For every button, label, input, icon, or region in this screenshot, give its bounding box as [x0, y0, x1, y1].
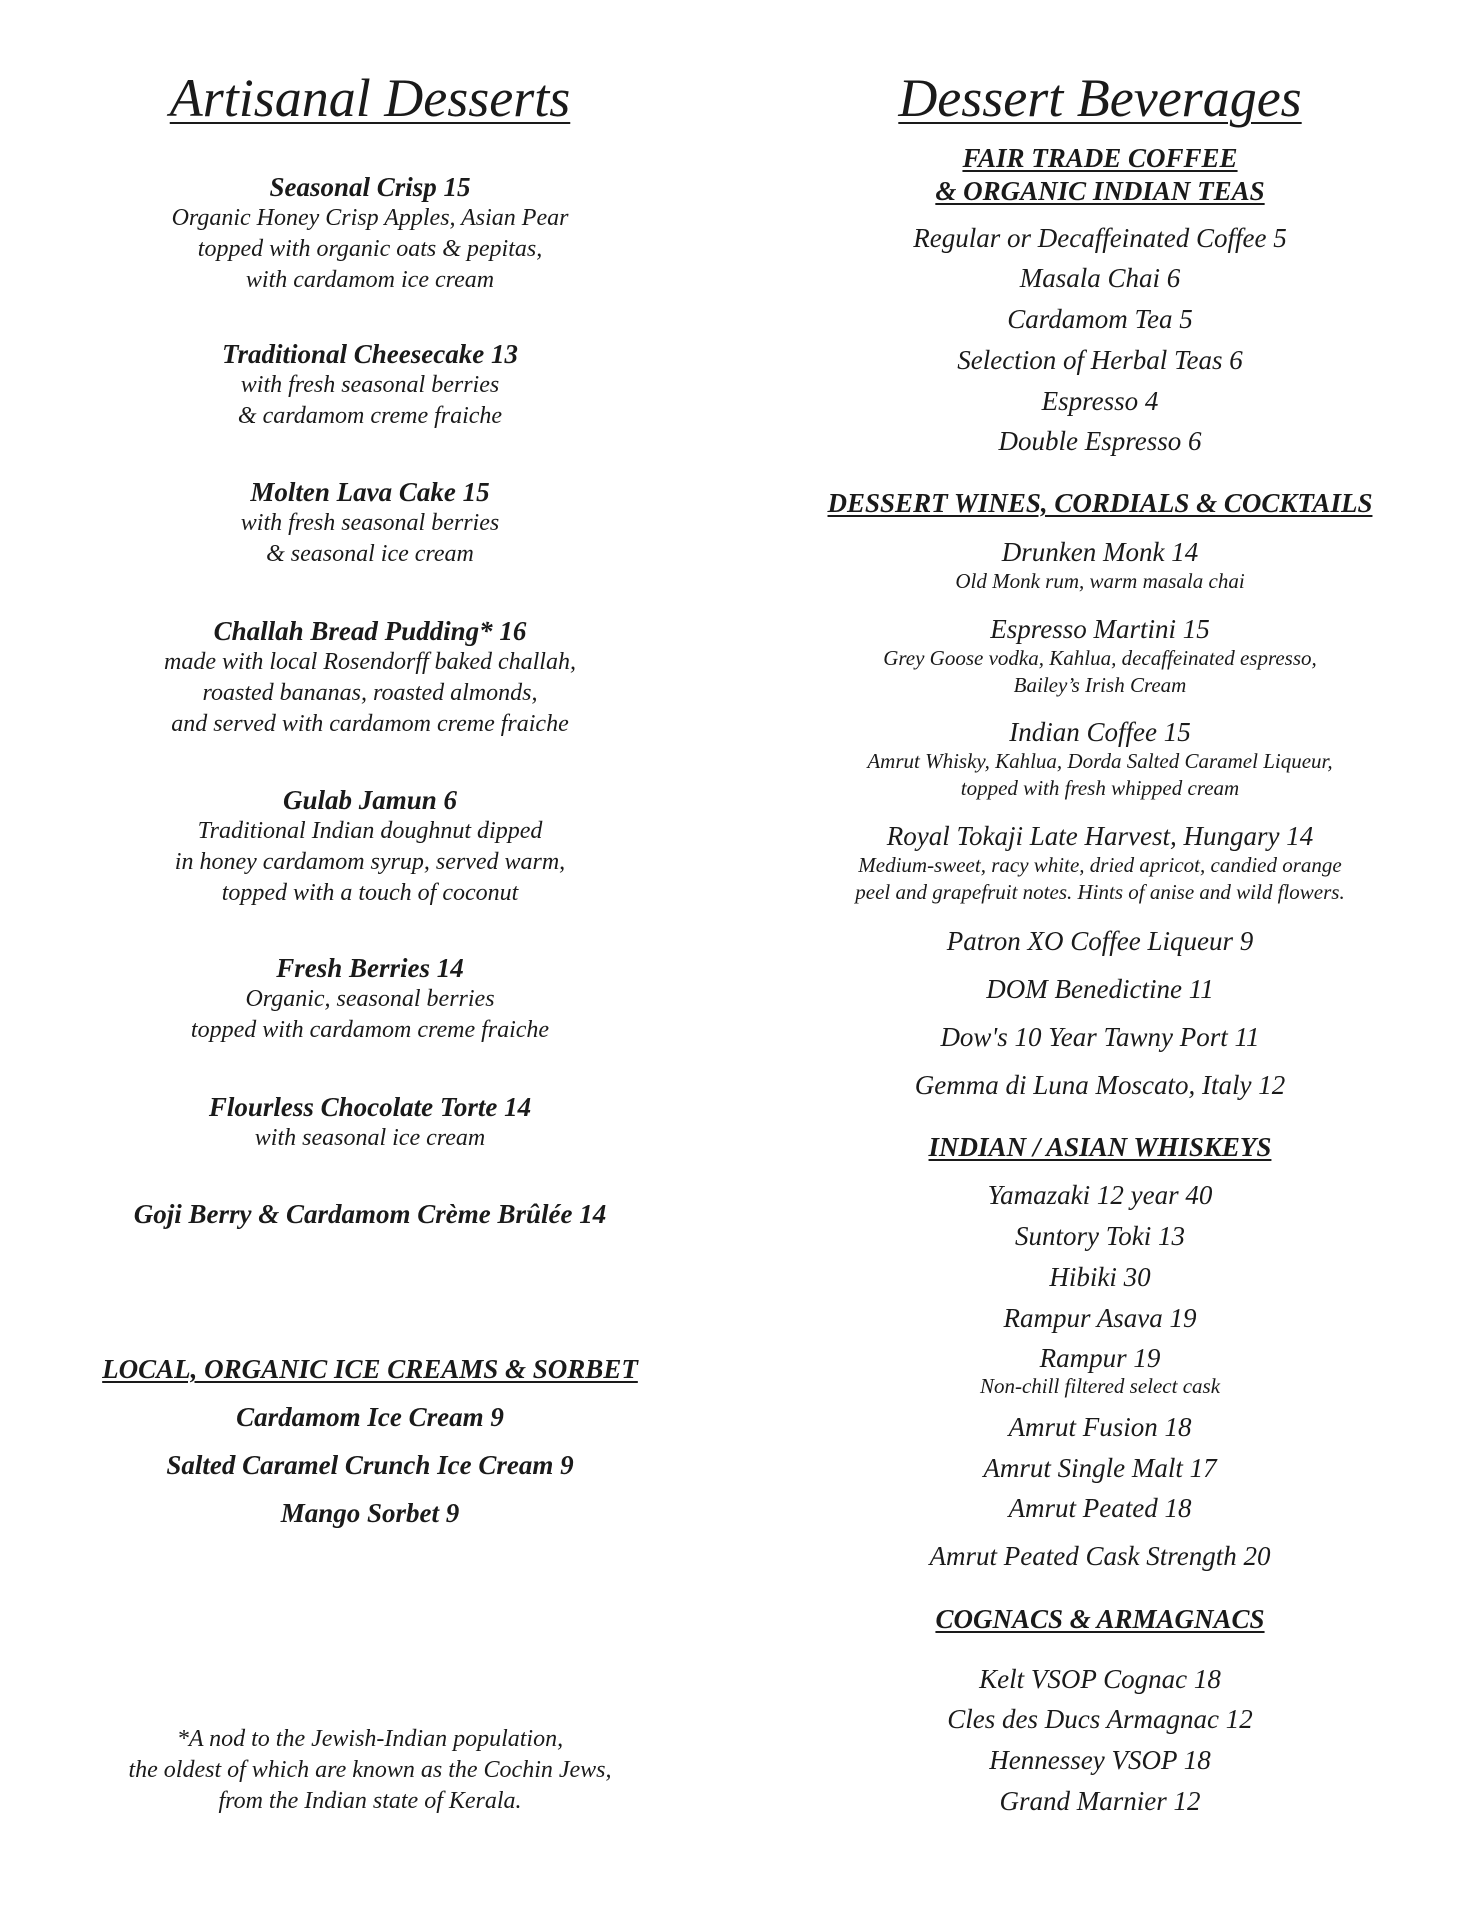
wine-name: Indian Coffee 15	[1009, 717, 1191, 747]
wine-desc: Medium-sweet, racy white, dried apricot, candied orange	[858, 853, 1342, 877]
dessert-desc: topped with a touch of coconut	[221, 880, 519, 906]
ice-cream-item: Mango Sorbet 9	[280, 1498, 460, 1528]
dessert-desc: with cardamom ice cream	[245, 267, 495, 293]
dessert-item	[75, 1091, 665, 1154]
wine-item	[800, 613, 1400, 699]
wines-heading: DESSERT WINES, CORDIALS & COCKTAILS	[827, 488, 1373, 518]
wine-name: Dow's 10 Year Tawny Port 11	[940, 1022, 1260, 1052]
dessert-desc: Traditional Indian doughnut dipped	[197, 818, 543, 844]
dessert-item	[75, 952, 665, 1046]
dessert-item	[75, 784, 665, 909]
dessert-name: Fresh Berries 14	[276, 953, 464, 983]
dessert-desc: made with local Rosendorff baked challah,	[164, 649, 576, 675]
dessert-desc: Organic Honey Crisp Apples, Asian Pear	[171, 205, 569, 231]
dessert-name: Flourless Chocolate Torte 14	[208, 1092, 532, 1122]
dessert-item	[75, 171, 665, 296]
dessert-name: Goji Berry & Cardamom Crème Brûlée 14	[133, 1199, 607, 1229]
footnote-line: the oldest of which are known as the Cochin Jews,	[128, 1757, 612, 1783]
dessert-desc: topped with organic oats & pepitas,	[197, 236, 543, 262]
dessert-desc: Organic, seasonal berries	[245, 986, 495, 1012]
wine-desc: peel and grapefruit notes. Hints of anise and wild flowers.	[855, 880, 1345, 904]
wine-name: Espresso Martini 15	[990, 614, 1210, 644]
wine-desc: Bailey’s Irish Cream	[1013, 673, 1187, 697]
whiskey-item: Rampur Asava 19	[1003, 1303, 1197, 1333]
wine-desc: Amrut Whisky, Kahlua, Dorda Salted Caramel Liqueur,	[867, 749, 1333, 773]
wine-item	[800, 536, 1400, 595]
ice-cream-item: Salted Caramel Crunch Ice Cream 9	[166, 1450, 574, 1480]
ice-cream-item: Cardamom Ice Cream 9	[236, 1402, 504, 1432]
coffee-heading-line2: & ORGANIC INDIAN TEAS	[935, 176, 1265, 206]
wine-name: Drunken Monk 14	[1001, 537, 1199, 567]
desserts-title: Artisanal Desserts	[169, 68, 571, 128]
whiskeys-heading: INDIAN / ASIAN WHISKEYS	[928, 1132, 1272, 1162]
wine-desc: Old Monk rum, warm masala chai	[955, 569, 1245, 593]
wine-desc: topped with fresh whipped cream	[960, 776, 1240, 800]
coffee-item: Selection of Herbal Teas 6	[957, 345, 1243, 375]
dessert-name: Seasonal Crisp 15	[269, 172, 471, 202]
dessert-name: Gulab Jamun 6	[282, 785, 458, 815]
dessert-name: Traditional Cheesecake 13	[222, 339, 518, 369]
cognacs-heading: COGNACS & ARMAGNACS	[935, 1604, 1265, 1634]
cognac-item: Hennessey VSOP 18	[989, 1745, 1211, 1775]
dessert-desc: and served with cardamom creme fraiche	[171, 711, 569, 737]
dessert-name: Molten Lava Cake 15	[250, 477, 490, 507]
dessert-desc: roasted bananas, roasted almonds,	[202, 680, 538, 706]
coffee-item: Espresso 4	[1041, 386, 1159, 416]
wine-name: Gemma di Luna Moscato, Italy 12	[914, 1070, 1286, 1100]
wine-item	[800, 716, 1400, 802]
dessert-desc: & seasonal ice cream	[266, 541, 474, 567]
dessert-desc: with seasonal ice cream	[254, 1125, 486, 1151]
whiskey-item: Amrut Peated 18	[1008, 1493, 1192, 1523]
coffee-item: Regular or Decaffeinated Coffee 5	[913, 223, 1287, 253]
dessert-name: Challah Bread Pudding* 16	[213, 616, 527, 646]
dessert-item	[75, 476, 665, 570]
whiskey-item: Amrut Single Malt 17	[983, 1453, 1217, 1483]
dessert-desc: & cardamom creme fraiche	[237, 403, 503, 429]
whiskey-name: Rampur 19	[1039, 1343, 1161, 1373]
beverages-title: Dessert Beverages	[898, 68, 1302, 128]
footnote-line: *A nod to the Jewish-Indian population,	[176, 1726, 564, 1752]
whiskey-desc: Non-chill filtered select cask	[979, 1374, 1221, 1398]
wine-name: DOM Benedictine 11	[986, 974, 1214, 1004]
dessert-desc: in honey cardamom syrup, served warm,	[174, 849, 566, 875]
wine-desc: Grey Goose vodka, Kahlua, decaffeinated espresso,	[883, 646, 1317, 670]
whiskey-item: Amrut Peated Cask Strength 20	[929, 1541, 1271, 1571]
whiskey-item: Yamazaki 12 year 40	[987, 1180, 1213, 1210]
wine-name: Patron XO Coffee Liqueur 9	[946, 926, 1254, 956]
wine-item	[800, 820, 1400, 906]
wine-name: Royal Tokaji Late Harvest, Hungary 14	[886, 821, 1314, 851]
coffee-item: Double Espresso 6	[998, 426, 1202, 456]
coffee-item: Masala Chai 6	[1019, 263, 1181, 293]
cognac-item: Kelt VSOP Cognac 18	[979, 1664, 1221, 1694]
footnote-line: from the Indian state of Kerala.	[218, 1788, 522, 1814]
dessert-desc: with fresh seasonal berries	[240, 510, 500, 536]
cognac-item: Cles des Ducs Armagnac 12	[947, 1704, 1253, 1734]
ice-cream-heading: LOCAL, ORGANIC ICE CREAMS & SORBET	[102, 1354, 638, 1384]
whiskey-item	[800, 1342, 1400, 1398]
dessert-desc: topped with cardamom creme fraiche	[190, 1017, 550, 1043]
dessert-item	[75, 615, 665, 740]
dessert-item	[75, 338, 665, 432]
dessert-item	[75, 1198, 665, 1230]
coffee-item: Cardamom Tea 5	[1007, 304, 1193, 334]
dessert-desc: with fresh seasonal berries	[240, 372, 500, 398]
cognac-item: Grand Marnier 12	[999, 1786, 1201, 1816]
whiskey-item: Suntory Toki 13	[1014, 1221, 1185, 1251]
whiskey-item: Hibiki 30	[1049, 1262, 1151, 1292]
footnote	[75, 1724, 665, 1817]
coffee-heading-line1: FAIR TRADE COFFEE	[962, 143, 1238, 173]
whiskey-item: Amrut Fusion 18	[1008, 1412, 1192, 1442]
